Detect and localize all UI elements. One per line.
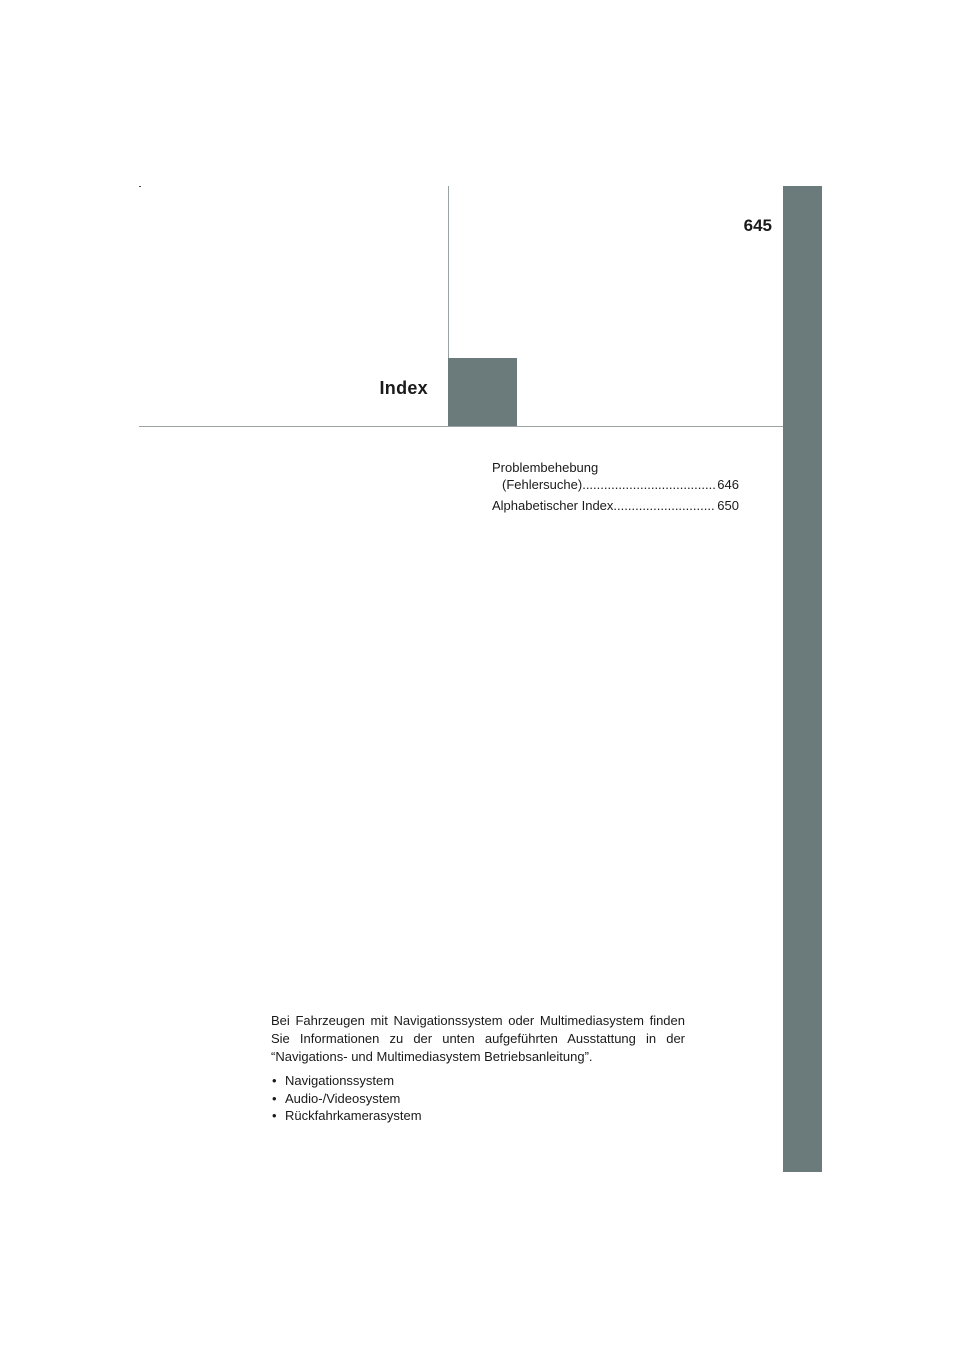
toc-entry-label: Problembehebung [492,460,599,475]
toc-page-number: 650 [717,498,739,513]
list-item: • Navigationssystem [271,1072,685,1090]
section-color-block [448,358,517,427]
navigation-system-note [271,1012,685,1125]
toc-entry-title-line [492,497,739,514]
crop-mark [139,186,141,187]
toc-leader-dots [582,476,715,493]
toc-leader-dots [613,497,715,514]
toc-entry-title [492,459,739,476]
equipment-list [271,1072,685,1125]
toc-entry-troubleshooting[interactable] [492,459,739,493]
toc-entry-alphabetical-index[interactable] [492,497,739,514]
table-of-contents [492,459,739,518]
note-paragraph: Bei Fahrzeugen mit Navigationssystem oder Multimediasystem finden Sie Informationen zu der unten aufgeführten Ausstattung in der “Navigations- und Multimediasystem Betriebsanleitung”. [271,1013,685,1064]
chapter-side-tab [783,186,822,1172]
toc-entry-label: Alphabetischer Index [492,498,614,513]
toc-entry-subtitle-line [492,476,739,493]
toc-entry-subtitle: (Fehlersuche) [502,477,583,492]
section-title: Index [379,378,428,398]
list-item: • Rückfahrkamerasystem [271,1107,685,1125]
horizontal-divider [139,426,783,427]
list-item: • Audio-/Videosystem [271,1090,685,1108]
toc-page-number: 646 [717,477,739,492]
page-number: 645 [743,216,772,235]
